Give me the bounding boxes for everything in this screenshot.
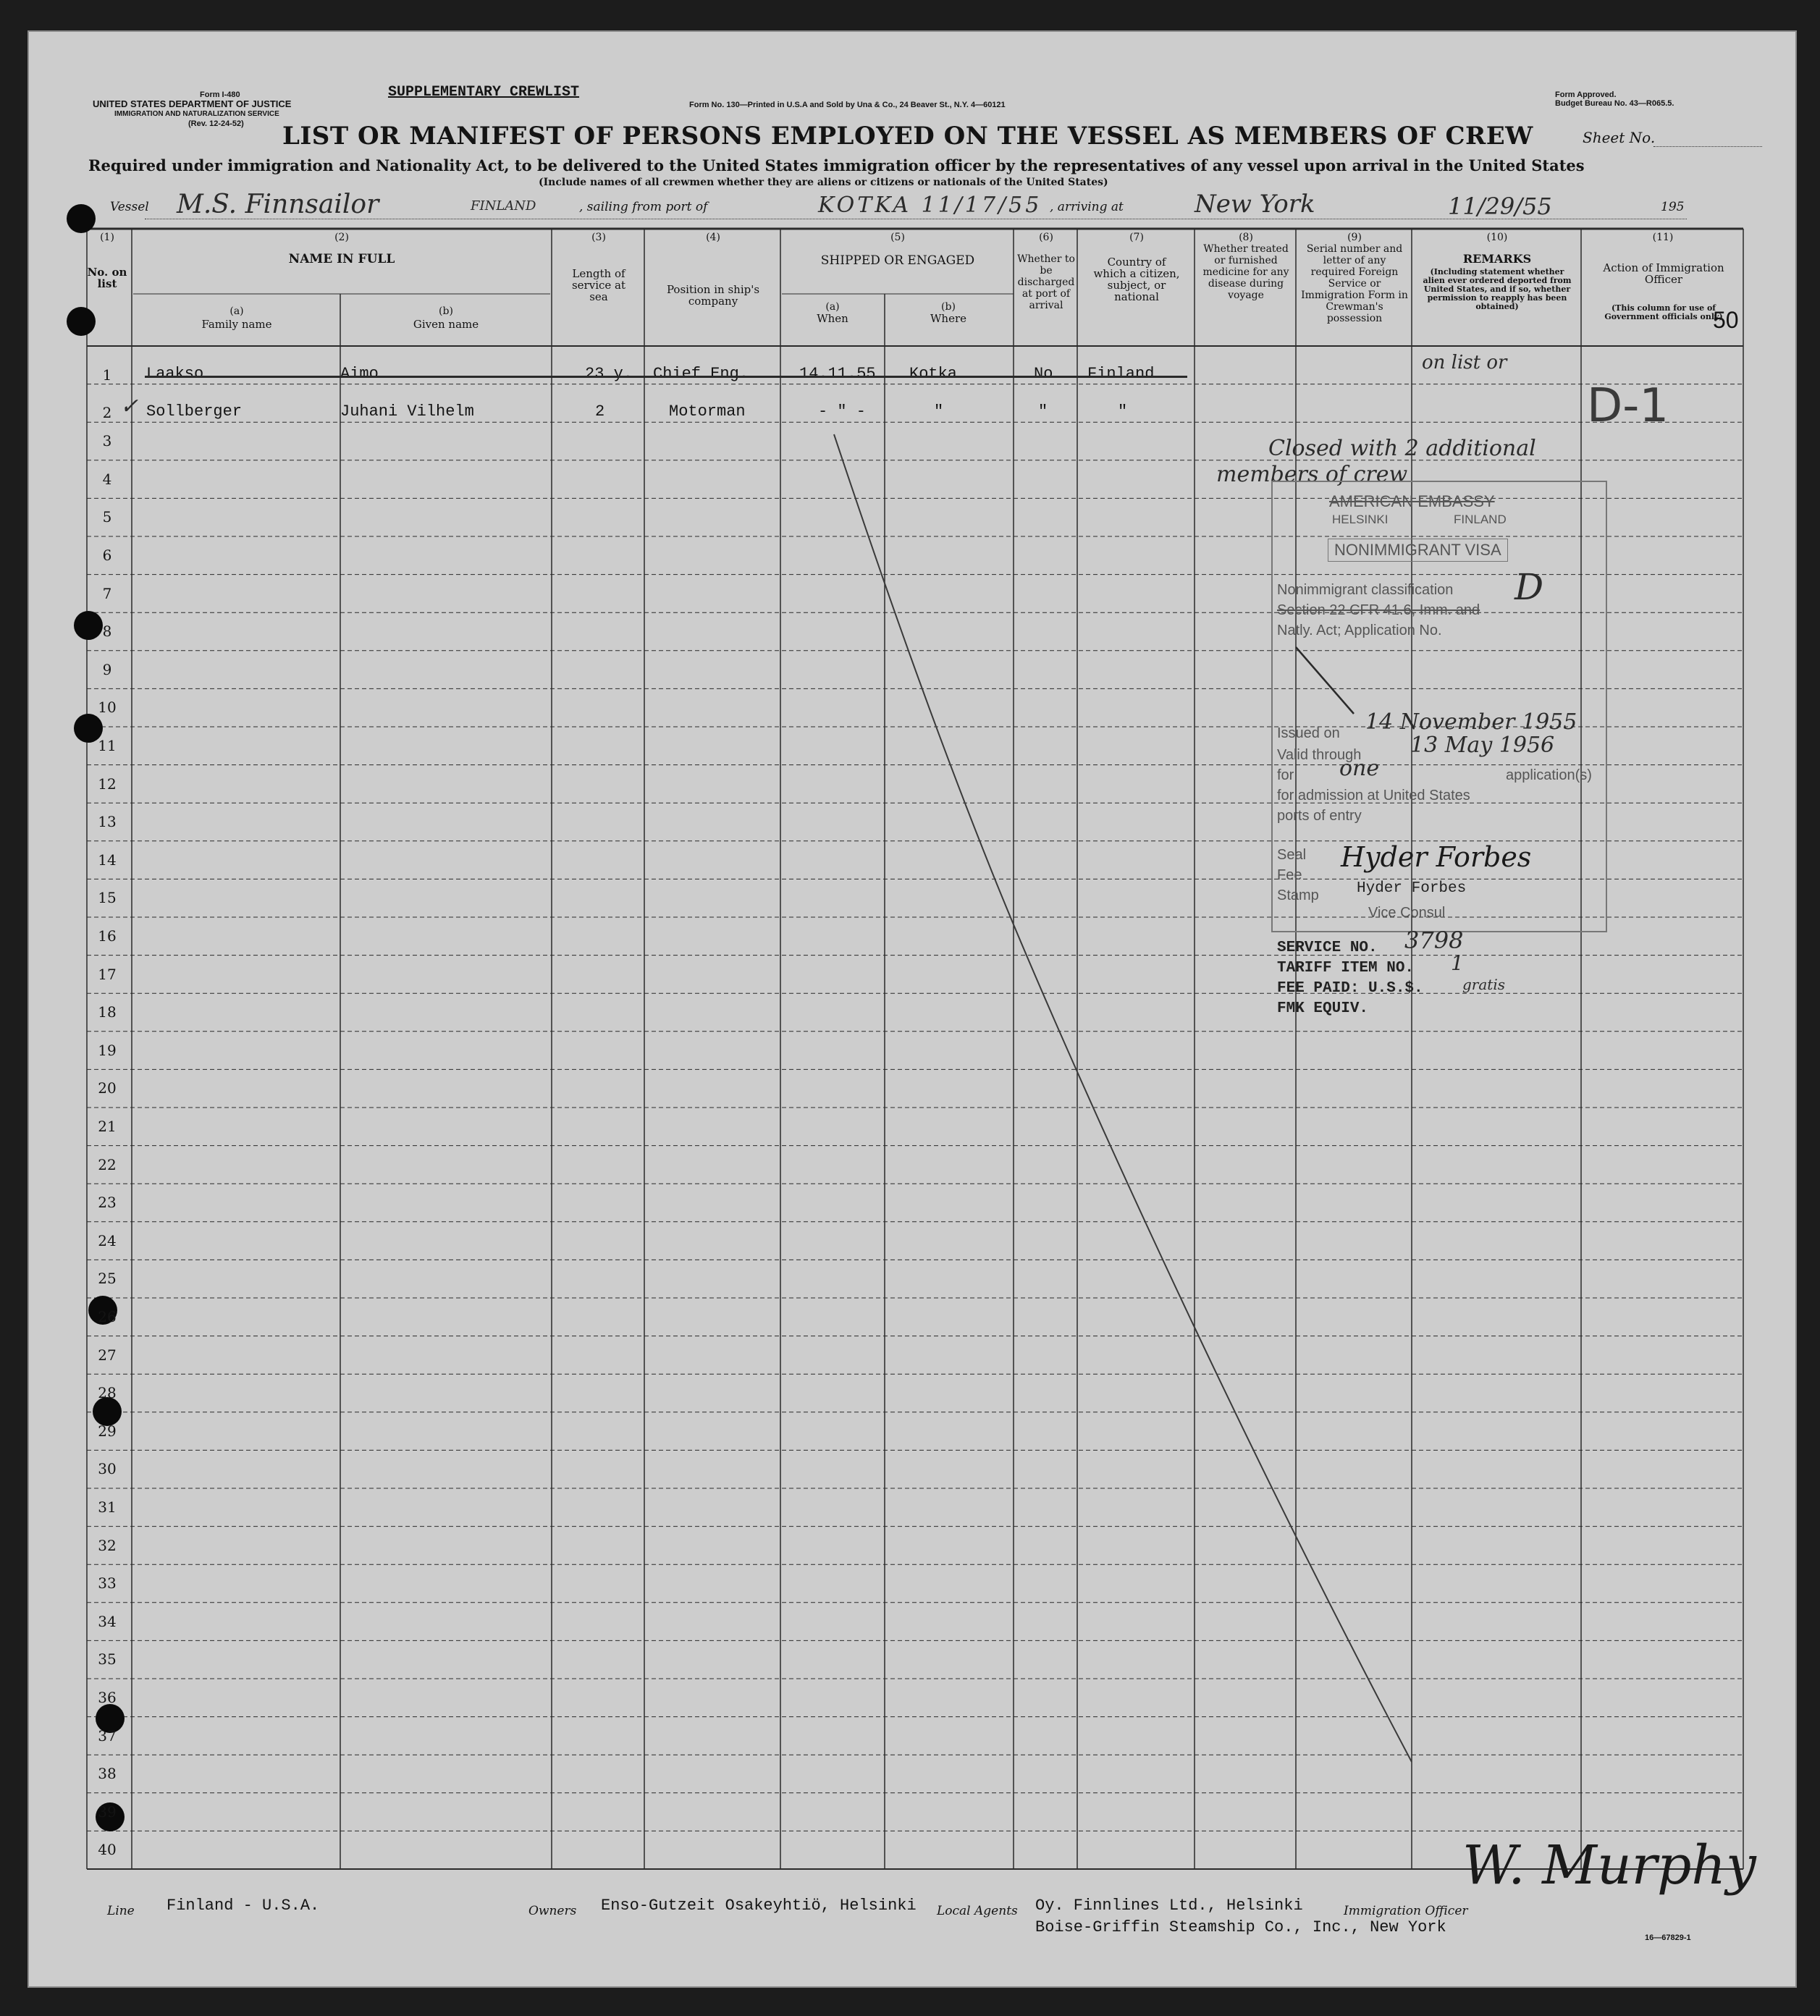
row-number: 22 (98, 1155, 117, 1173)
sheet-label: Sheet No. (1583, 129, 1656, 146)
sailing-label: , sailing from port of (579, 200, 708, 214)
col8-label: Whether treated or furnished medicine for any disease during voyage (1202, 243, 1289, 301)
tariff-item-value: 1 (1451, 951, 1464, 975)
visa-for-value: one (1339, 756, 1380, 781)
col7-label: Country of which a citizen, subject, or national (1093, 256, 1180, 303)
visa-ports-label: ports of entry (1277, 808, 1362, 824)
footer-line-value: Finland - U.S.A. (167, 1897, 320, 1915)
col10-label: REMARKS (1462, 252, 1532, 266)
row1-service: 23 y. (585, 365, 633, 383)
row-number: 10 (98, 699, 117, 717)
row-number: 31 (98, 1498, 117, 1516)
row-number: 27 (98, 1346, 117, 1364)
visa-seal-label: Seal (1277, 847, 1307, 863)
arriving-port: New York (1195, 190, 1315, 219)
col1-label: No. on list (87, 266, 127, 290)
closing-note-line2: members of crew (1216, 462, 1408, 487)
department-name: UNITED STATES DEPARTMENT OF JUSTICE (93, 98, 292, 109)
visa-fee-label: Fee (1277, 867, 1302, 883)
fmk-equiv-label: FMK EQUIV. (1277, 1000, 1369, 1017)
col10-sub: (Including statement whether alien ever ordered deported from United States, and if so, whether permission to reapply has been obtained) (1423, 267, 1572, 311)
row-number: 17 (98, 965, 117, 983)
row-number: 16 (98, 927, 117, 945)
row1-discharge: No (1034, 365, 1053, 383)
col7-num: (7) (1129, 232, 1144, 243)
visa-classification-value: D (1514, 566, 1544, 608)
visa-issued-value: 14 November 1955 (1365, 709, 1577, 735)
arriving-label: , arriving at (1050, 200, 1124, 214)
row2-country: " (1118, 402, 1128, 421)
row-number: 33 (98, 1574, 117, 1593)
row2-family: Sollberger (146, 402, 243, 421)
row-number: 11 (98, 737, 117, 754)
row-number: 30 (98, 1460, 117, 1478)
row-number: 7 (102, 584, 112, 602)
vessel-name: M.S. Finnsailor (177, 190, 379, 219)
page-subtitle: Required under immigration and Nationality Act, to be delivered to the United States immigration officer by the representatives of any vessel upon arrival in the United States (88, 156, 1585, 174)
footer-owners-value: Enso-Gutzeit Osakeyhtiö, Helsinki (601, 1897, 917, 1915)
row-number: 34 (98, 1612, 117, 1630)
row2-discharge: " (1038, 402, 1048, 421)
row1-where: Kotka (909, 365, 958, 383)
visa-stamp-label: Stamp (1277, 887, 1319, 903)
col2-num: (2) (334, 232, 349, 243)
row-number: 37 (98, 1726, 117, 1745)
row2-number: 2 (102, 404, 112, 421)
vessel-label: Vessel (110, 200, 149, 214)
printer-line: Form No. 130—Printed in U.S.A and Sold by Una & Co., 24 Beaver St., N.Y. 4—60121 (689, 101, 1006, 109)
row-number: 5 (102, 508, 112, 526)
row1-strikethrough (145, 376, 1187, 378)
col11-num: (11) (1652, 232, 1674, 243)
col5b-label: Where (930, 312, 966, 325)
visa-signer: Hyder Forbes (1357, 880, 1467, 897)
col6-num: (6) (1039, 232, 1053, 243)
row-number: 18 (98, 1003, 117, 1021)
row1-family: Laakso (146, 365, 204, 383)
col2b-num: (b) (439, 305, 453, 317)
row1-number: 1 (102, 366, 112, 384)
row-number: 15 (98, 889, 117, 907)
tariff-item-label: TARIFF ITEM NO. (1277, 960, 1415, 977)
row2-when: - " - (818, 402, 867, 421)
col11-label: Action of Immigration Officer (1603, 261, 1724, 286)
form-code: Form I-480 (200, 90, 240, 99)
revision-date: (Rev. 12-24-52) (188, 119, 244, 128)
visa-valid-value: 13 May 1956 (1410, 733, 1555, 758)
row-number: 38 (98, 1765, 117, 1783)
punch-hole (67, 204, 96, 233)
row-number: 19 (98, 1041, 117, 1059)
col9-num: (9) (1347, 232, 1362, 243)
punch-hole (67, 307, 96, 336)
visa-city: HELSINKI (1332, 513, 1389, 526)
row1-given: Aimo (340, 365, 379, 383)
vessel-flag: FINLAND (471, 198, 536, 214)
visa-cfr-line: Section 22 CFR 41.6, Imm. and (1277, 602, 1480, 618)
col2b-label: Given name (413, 318, 479, 331)
year-label: 195 (1661, 200, 1685, 214)
crew-manifest-sheet (28, 30, 1797, 1988)
visa-country: FINLAND (1454, 513, 1507, 526)
visa-admission-line: for admission at United States (1277, 788, 1470, 804)
row-number: 23 (98, 1194, 117, 1212)
row1-position: Chief Eng. (653, 365, 749, 383)
row-number: 12 (98, 775, 117, 793)
sailing-port: KOTKA 11/17/55 (818, 193, 1042, 218)
col9-label: Serial number and letter of any required Foreign Service or Immigration Form in Crewman's possession (1301, 243, 1408, 324)
row2-checkmark: ✓ (120, 394, 139, 419)
footer-owners-label: Owners (528, 1904, 577, 1918)
service-no-value: 3798 (1404, 927, 1464, 954)
row-number: 25 (98, 1270, 117, 1288)
fee-paid-label: FEE PAID: U.S.$. (1277, 980, 1423, 997)
footer-form-number: 16—67829-1 (1645, 1933, 1691, 1942)
row-number: 40 (98, 1841, 117, 1859)
visa-act-line: Natly. Act; Application No. (1277, 623, 1442, 638)
row-number: 4 (102, 470, 112, 488)
col8-num: (8) (1239, 232, 1253, 243)
row-number: 8 (102, 623, 112, 641)
col5a-label: When (817, 312, 848, 325)
row-number: 14 (98, 851, 117, 869)
page-title: LIST OR MANIFEST OF PERSONS EMPLOYED ON THE VESSEL AS MEMBERS OF CREW (282, 122, 1533, 151)
row1-remark: on list or (1422, 352, 1507, 374)
col3-num: (3) (591, 232, 606, 243)
row-number: 29 (98, 1422, 117, 1440)
service-name: IMMIGRATION AND NATURALIZATION SERVICE (114, 110, 279, 118)
arrival-date: 11/29/55 (1448, 193, 1552, 220)
row-number: 28 (98, 1384, 117, 1402)
service-no-label: SERVICE NO. (1277, 940, 1378, 956)
col2-label: NAME IN FULL (288, 252, 395, 266)
row2-service: 2 (595, 402, 605, 421)
officer-signature: W. Murphy (1462, 1834, 1756, 1897)
row-number: 35 (98, 1650, 117, 1669)
footer-agents-value2: Boise-Griffin Steamship Co., Inc., New York (1035, 1918, 1446, 1936)
row-number: 6 (102, 547, 112, 564)
form-approved: Form Approved. (1555, 90, 1617, 99)
col5-label: SHIPPED OR ENGAGED (820, 253, 975, 268)
col5a-num: (a) (825, 301, 840, 313)
visa-consul: Vice Consul (1368, 905, 1446, 921)
footer-line-label: Line (107, 1904, 135, 1918)
visa-issued-label: Issued on (1277, 725, 1340, 741)
visa-application-label: application(s) (1506, 767, 1592, 783)
col5-num: (5) (890, 232, 905, 243)
visa-classification-label: Nonimmigrant classification (1277, 582, 1454, 598)
row-number: 26 (98, 1308, 117, 1325)
row2-where: " (934, 402, 944, 421)
visa-embassy: AMERICAN EMBASSY (1329, 492, 1495, 510)
row1-country: Finland (1087, 365, 1155, 383)
row-number: 13 (98, 813, 117, 831)
row-number: 32 (98, 1536, 117, 1554)
col11-sub: (This column for use of Government officials only) (1604, 303, 1723, 321)
row-number: 24 (98, 1231, 117, 1249)
col1-num: (1) (100, 232, 114, 243)
footer-officer-label: Immigration Officer (1344, 1904, 1468, 1918)
col10-num: (10) (1486, 232, 1508, 243)
col2a-label: Family name (201, 318, 272, 331)
visa-type: NONIMMIGRANT VISA (1328, 539, 1508, 562)
col6-label: Whether to be discharged at port of arrival (1017, 253, 1075, 311)
row-number: 3 (102, 432, 112, 450)
row2-action: D-1 (1587, 379, 1669, 433)
supplementary-label: SUPPLEMENTARY CREWLIST (388, 84, 580, 101)
col2a-num: (a) (229, 305, 244, 317)
visa-valid-label: Valid through (1277, 747, 1362, 763)
row-number: 9 (102, 660, 112, 678)
row-number: 21 (98, 1118, 117, 1135)
fee-paid-value: gratis (1462, 976, 1505, 993)
margin-number: 50 (1713, 307, 1739, 333)
instruction-note: (Include names of all crewmen whether they are aliens or citizens or nationals of the United States) (539, 177, 1108, 188)
row-number: 20 (98, 1079, 117, 1097)
row1-when: 14.11.55 (799, 365, 876, 383)
col4-num: (4) (706, 232, 720, 243)
visa-for-label: for (1277, 767, 1294, 783)
footer-agents-value: Oy. Finnlines Ltd., Helsinki (1035, 1897, 1303, 1915)
row-number: 36 (98, 1689, 117, 1706)
budget-number: Budget Bureau No. 43—R065.5. (1555, 99, 1674, 108)
row-number: 39 (98, 1802, 117, 1821)
col3-label: Length of service at sea (571, 267, 626, 303)
col5b-num: (b) (941, 301, 956, 313)
closing-note-line1: Closed with 2 additional (1268, 436, 1536, 461)
visa-signature: Hyder Forbes (1341, 841, 1532, 873)
footer-agents-label: Local Agents (937, 1904, 1018, 1918)
col4-label: Position in ship's company (666, 283, 760, 308)
row2-given: Juhani Vilhelm (340, 402, 474, 421)
row2-position: Motorman (669, 402, 746, 421)
